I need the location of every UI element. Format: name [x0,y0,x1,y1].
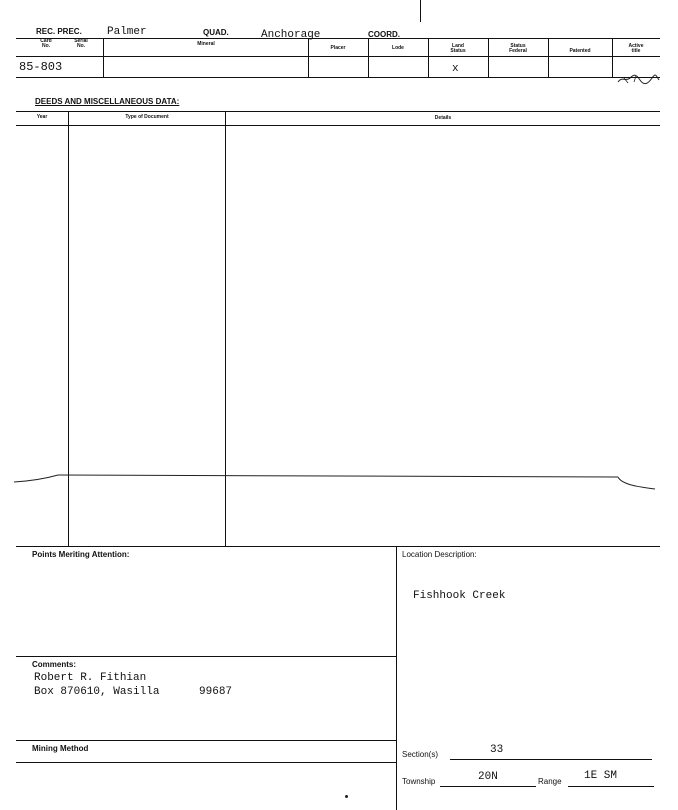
coord-label: COORD. [368,30,400,39]
record-header-rule [16,56,660,57]
comments-line-2: Box 870610, Wasilla 99687 [34,686,233,698]
record-col-divider [428,38,429,77]
township-underline [440,786,536,787]
deeds-bottom-rule [16,546,660,547]
section-value: 33 [490,744,504,756]
col-active-title: Active title [628,43,644,54]
rec-prec-label: REC. PREC. [36,27,82,36]
mining-method-top-rule [16,740,396,741]
col-card-no: Card No. [40,38,52,49]
township-label: Township [402,777,436,786]
col-serial-no: Serial No. [74,38,88,49]
comments-label: Comments: [32,660,77,669]
quad-label: QUAD. [203,28,229,37]
record-bottom-rule [16,77,660,78]
mining-method-bottom-rule [16,762,396,763]
header-rule [16,38,660,39]
record-col-divider [548,38,549,77]
record-col-divider [368,38,369,77]
col-patented: Patented [569,48,591,54]
record-col-divider [103,38,104,77]
record-col-divider [308,38,309,77]
deeds-header-rule [16,125,660,126]
location-description-value: Fishhook Creek [413,590,506,602]
deeds-col-details: Details [434,115,452,121]
col-status-federal: Status Federal [509,43,527,54]
range-label: Range [538,777,562,786]
lower-center-divider [396,546,397,810]
rec-prec-value: Palmer [107,26,147,38]
range-underline [568,786,654,787]
comments-line-1: Robert R. Fithian [34,672,147,684]
deeds-top-rule [16,111,660,112]
section-underline [450,759,652,760]
top-margin-mark [420,0,421,22]
record-col-divider [488,38,489,77]
mining-method-label: Mining Method [32,744,89,753]
card-no-value: 85-803 [19,60,63,74]
section-label: Section(s) [402,750,439,759]
fold-crease [0,465,678,495]
speck [345,795,348,798]
deeds-col-type: Type of Document [125,114,169,120]
quad-value: Anchorage [261,29,321,41]
township-value: 20N [478,771,498,783]
range-value: 1E SM [584,770,618,782]
col-lode: Lode [392,45,404,51]
col-placer: Placer [330,45,346,51]
active-title-mark [616,70,660,86]
col-mineral: Mineral [197,41,215,47]
col-land-status: Land Status [450,43,466,54]
land-status-mark: x [452,63,459,75]
comments-top-rule [16,656,396,657]
record-col-divider [612,38,613,77]
points-meriting-attention-label: Points Meriting Attention: [32,550,130,559]
deeds-col-year: Year [36,114,48,120]
deeds-title: DEEDS AND MISCELLANEOUS DATA: [35,97,180,106]
location-description-label: Location Description: [402,550,477,559]
